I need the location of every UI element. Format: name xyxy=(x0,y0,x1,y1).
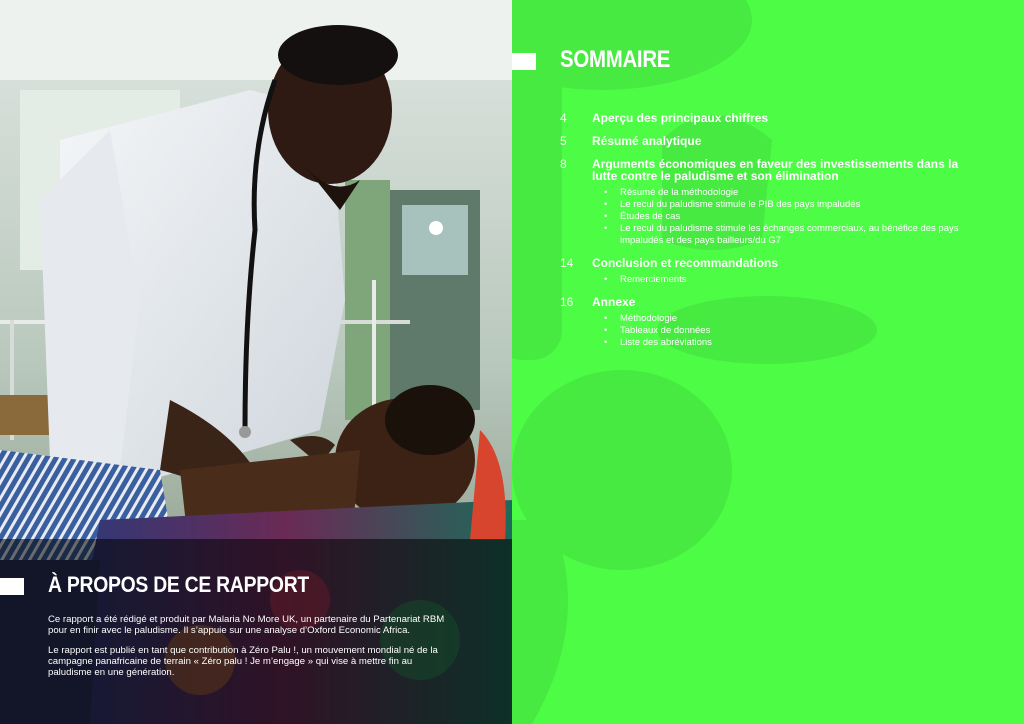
toc-subitem[interactable]: • Études de cas xyxy=(604,211,681,222)
toc-subitem[interactable]: • Liste des abréviations xyxy=(604,337,712,348)
toc-subitem[interactable]: • Le recul du paludisme stimule le PIB des pays impaludés xyxy=(604,199,861,210)
toc-page-number: 4 xyxy=(560,111,567,125)
sommaire-title-marker xyxy=(512,53,536,70)
toc-subitem[interactable]: • Remerciements xyxy=(604,274,687,285)
toc-entry[interactable] xyxy=(560,296,960,349)
toc-entry[interactable] xyxy=(560,112,960,125)
toc-entry-title: Conclusion et recommandations xyxy=(592,256,779,270)
sommaire-title: SOMMAIRE xyxy=(560,46,671,73)
about-paragraph-1: Ce rapport a été rédigé et produit par Malaria No More UK, un partenaire du Partenariat RBM pour en finir avec le paludisme. Il s’appuie sur une analyse d’Oxford Economic Africa. xyxy=(48,614,445,636)
toc-page-number: 14 xyxy=(560,256,574,270)
toc-page-number: 16 xyxy=(560,295,574,309)
toc-entry[interactable] xyxy=(560,257,960,286)
toc-page-number: 5 xyxy=(560,134,567,148)
toc-entry-title: Arguments économiques en faveur des investissements dans la lutte contre le paludisme et son élimination xyxy=(592,157,959,183)
about-title: À PROPOS DE CE RAPPORT xyxy=(48,572,309,597)
toc-page-number: 8 xyxy=(560,157,567,171)
sommaire-panel xyxy=(512,0,1024,724)
toc-subitem[interactable]: • Le recul du paludisme stimule les échanges commerciaux, au bénéfice des pays impaludés et des pays bailleurs/du G7 xyxy=(604,223,959,246)
toc-entry-title: Résumé analytique xyxy=(592,134,702,148)
toc-subitem[interactable]: • Résumé de la méthodologie xyxy=(604,187,739,198)
toc-entry-title: Aperçu des principaux chiffres xyxy=(592,111,769,125)
toc-subitem[interactable]: • Tableaux de données xyxy=(604,325,711,336)
toc-subitem[interactable]: • Méthodologie xyxy=(604,313,678,324)
about-paragraph-2: Le rapport est publié en tant que contribution à Zéro Palu !, un mouvement mondial né de la campagne panafricaine de terrain « Zéro palu ! Je m’engage » qui vise à mettre fin au paludisme en une génération. xyxy=(48,645,438,678)
toc-entry-title: Annexe xyxy=(592,295,636,309)
table-of-contents xyxy=(560,112,960,359)
toc-entry[interactable] xyxy=(560,135,960,148)
watermark-logo xyxy=(512,0,1024,724)
about-title-marker xyxy=(0,578,24,595)
toc-entry[interactable] xyxy=(560,158,960,247)
